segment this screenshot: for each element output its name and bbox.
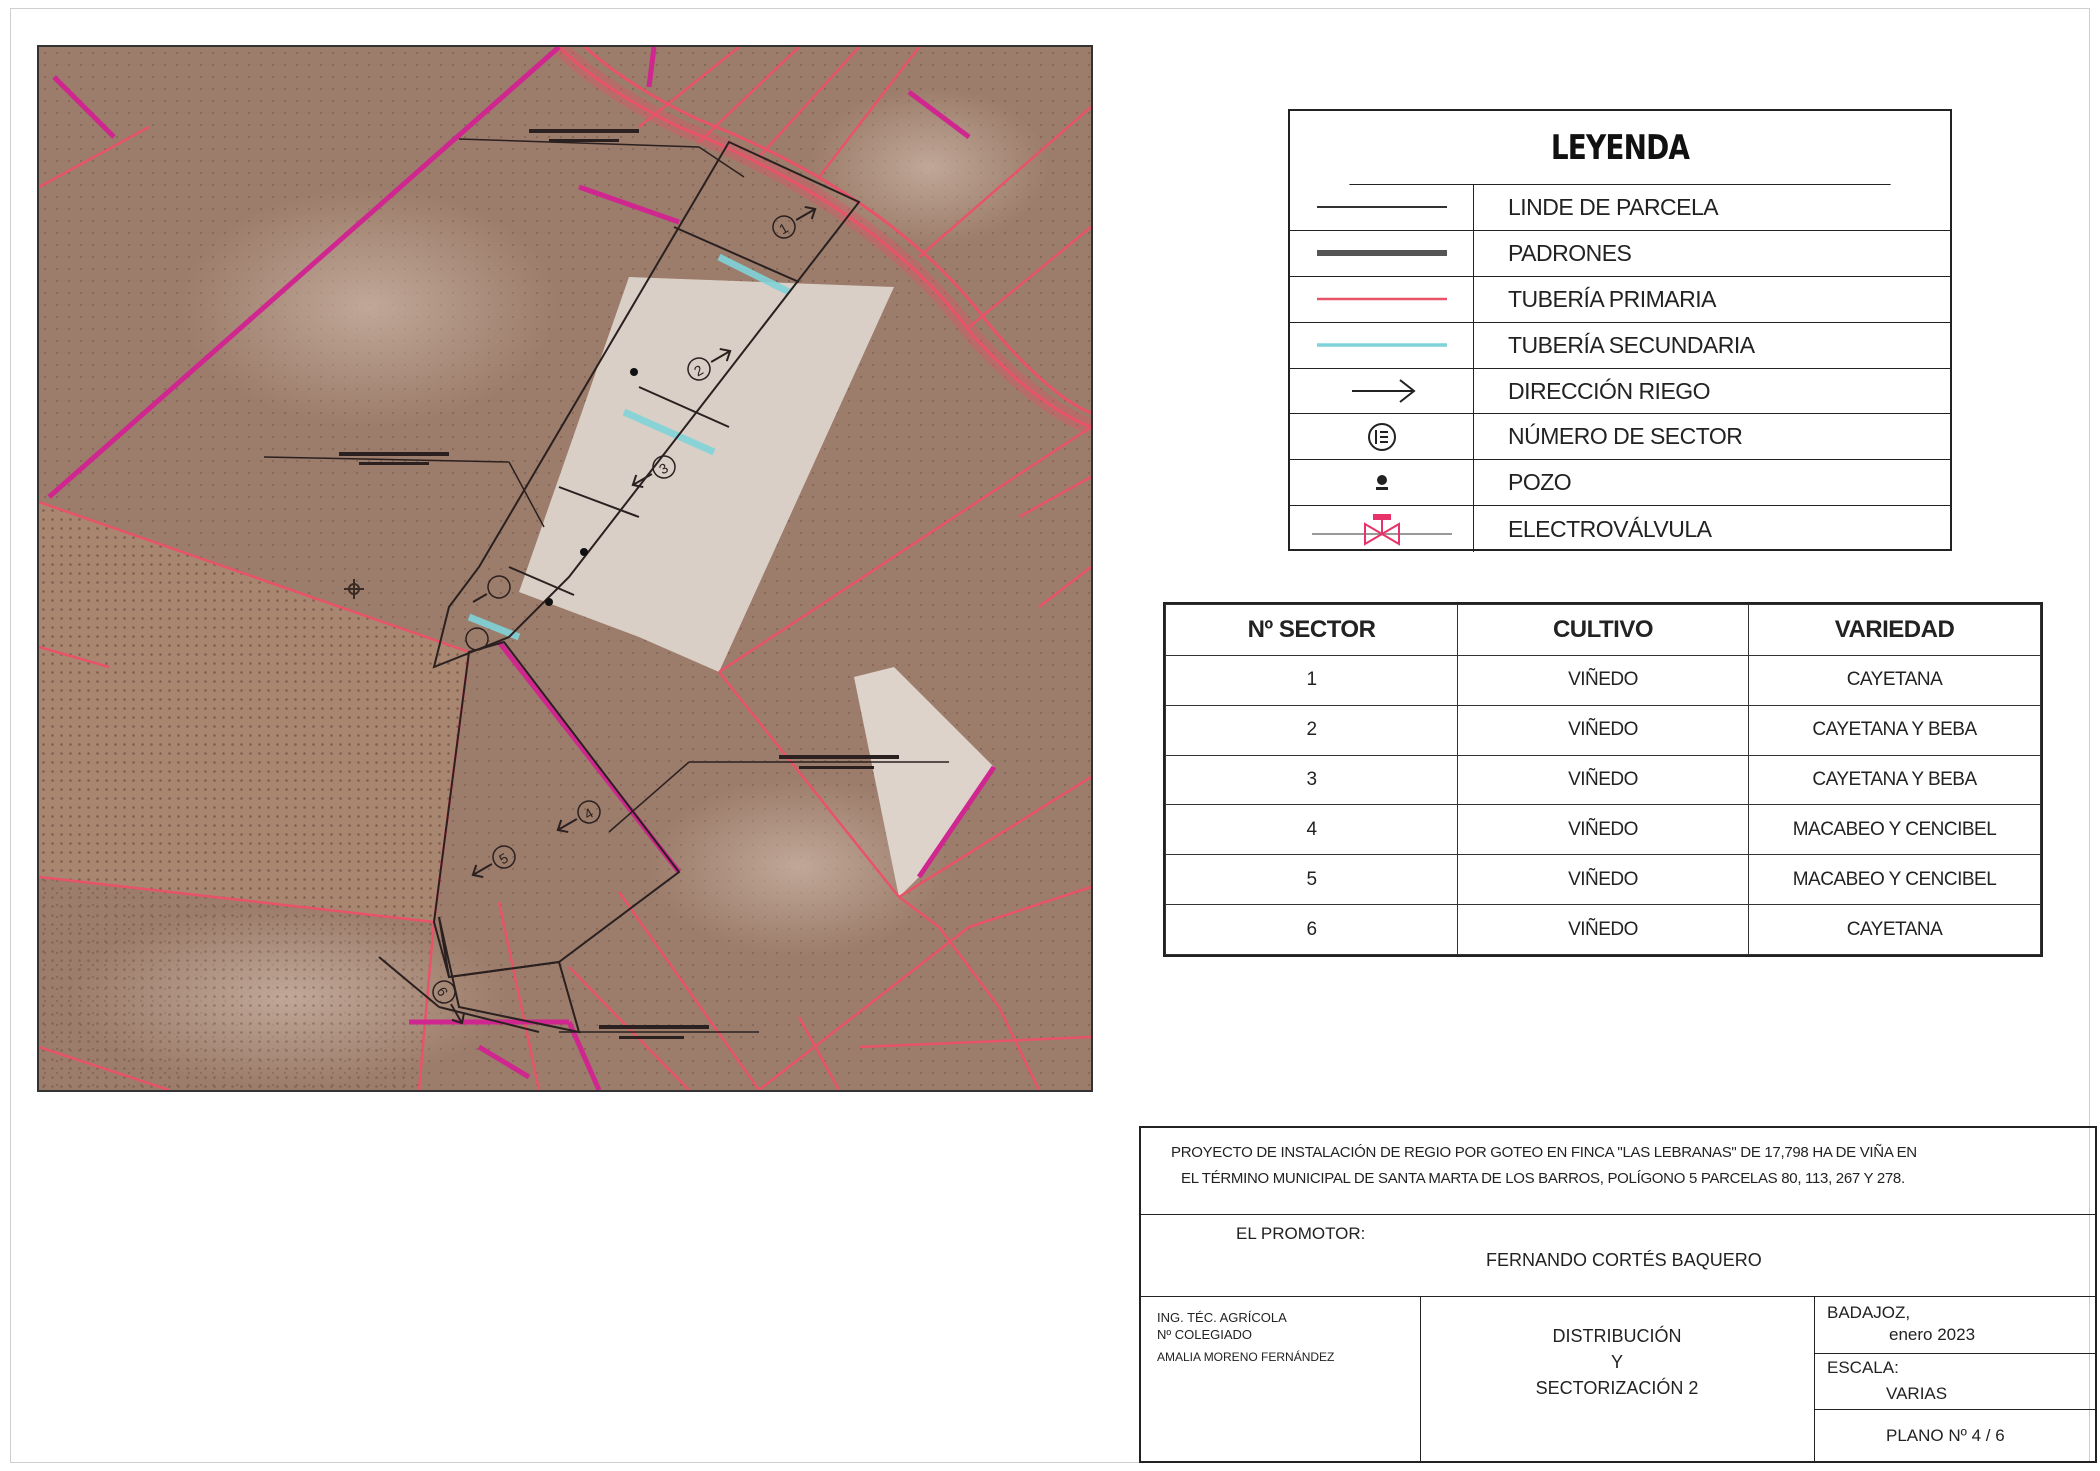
aerial-map[interactable]: [37, 45, 1093, 1092]
table-row: [1166, 805, 2041, 855]
well-icon: [630, 368, 638, 376]
legend-title: LEYENDA: [1349, 111, 1890, 185]
plan-title-line-2: Y: [1610, 1352, 1623, 1372]
legend-label: LINDE DE PARCELA: [1508, 193, 1719, 220]
arrow-right-icon: [1290, 369, 1474, 414]
project-description-line-1: PROYECTO DE INSTALACIÓN DE REGIO POR GOTEO EN FINCA "LAS LEBRANAS" DE 17,798 HA DE VIÑA EN: [1171, 1144, 1917, 1161]
variety-cell: MACABEO Y CENCIBEL: [1749, 855, 2041, 905]
thin-line-icon: [1290, 185, 1474, 230]
title-block-divider: [1814, 1296, 1815, 1461]
legend-label: PADRONES: [1508, 239, 1632, 266]
sector-table-grid: [1165, 604, 2041, 955]
map-canvas: [39, 47, 1091, 1090]
legend-panel: [1288, 109, 1952, 551]
variety-cell: CAYETANA: [1749, 656, 2041, 706]
sector-number-cell: 5: [1166, 855, 1458, 905]
engineer-title: ING. TÉC. AGRÍCOLA: [1157, 1310, 1287, 1325]
thick-line-icon: [1290, 231, 1474, 276]
legend-row: [1290, 323, 1950, 369]
title-block-divider: [1814, 1409, 2095, 1410]
crop-cell: VIÑEDO: [1458, 805, 1749, 855]
sector-label-6: 6: [433, 984, 452, 999]
scale-label: ESCALA:: [1827, 1358, 1899, 1377]
promoter-label: EL PROMOTOR:: [1236, 1224, 1366, 1243]
project-description-line-2: EL TÉRMINO MUNICIPAL DE SANTA MARTA DE LOS BARROS, POLÍGONO 5 PARCELAS 80, 113, 267 Y 278.: [1181, 1170, 1905, 1187]
sector-number-cell: 2: [1166, 705, 1458, 755]
legend-row: [1290, 460, 1950, 506]
promoter-name: FERNANDO CORTÉS BAQUERO: [1486, 1250, 1762, 1270]
sector-table: [1163, 602, 2043, 957]
table-row: [1166, 905, 2041, 955]
title-block-divider: [1814, 1353, 2095, 1354]
well-icon: [545, 598, 553, 606]
legend-label: ELECTROVÁLVULA: [1508, 515, 1712, 542]
well-icon: [580, 548, 588, 556]
date-label: enero 2023: [1889, 1325, 1976, 1344]
table-row: [1166, 855, 2041, 905]
sector-label-3: 3: [656, 459, 671, 478]
column-header: CULTIVO: [1458, 605, 1749, 656]
cyan-line-icon: [1290, 323, 1474, 368]
red-line-icon: [1290, 277, 1474, 322]
legend-label: NÚMERO DE SECTOR: [1508, 423, 1743, 450]
legend-row: [1290, 414, 1950, 460]
table-row: [1166, 755, 2041, 805]
column-header: VARIEDAD: [1749, 605, 2041, 656]
engineer-registration: Nº COLEGIADO: [1157, 1327, 1253, 1342]
crop-cell: VIÑEDO: [1458, 905, 1749, 955]
legend-label: DIRECCIÓN RIEGO: [1508, 377, 1711, 404]
title-block: [1139, 1126, 2097, 1463]
place-label: BADAJOZ,: [1827, 1303, 1911, 1322]
crop-cell: VIÑEDO: [1458, 755, 1749, 805]
plan-number: PLANO Nº 4 / 6: [1886, 1426, 2005, 1445]
valve-icon: [1290, 506, 1474, 552]
legend-row: [1290, 506, 1950, 552]
table-header-row: [1166, 605, 2041, 656]
title-block-divider: [1141, 1214, 2095, 1215]
table-row: [1166, 705, 2041, 755]
variety-cell: CAYETANA Y BEBA: [1749, 705, 2041, 755]
sector-number-cell: 4: [1166, 805, 1458, 855]
legend-label: TUBERÍA PRIMARIA: [1508, 285, 1716, 312]
plan-title-line-1: DISTRIBUCIÓN: [1552, 1326, 1682, 1346]
plan-title-line-3: SECTORIZACIÓN 2: [1535, 1378, 1699, 1398]
terrain-light-patch: [179, 187, 559, 427]
crop-cell: VIÑEDO: [1458, 705, 1749, 755]
title-block-divider: [1141, 1296, 2095, 1297]
sector-label-5: 5: [496, 849, 511, 868]
sector-number-cell: 3: [1166, 755, 1458, 805]
sector-number-icon: [1290, 414, 1474, 459]
scale-value: VARIAS: [1886, 1384, 1948, 1403]
legend-label: POZO: [1508, 469, 1572, 496]
variety-cell: CAYETANA Y BEBA: [1749, 755, 2041, 805]
sector-number-cell: 1: [1166, 656, 1458, 706]
column-header: Nº SECTOR: [1166, 605, 1458, 656]
crop-cell: VIÑEDO: [1458, 855, 1749, 905]
sector-number-cell: 6: [1166, 905, 1458, 955]
legend-row: [1290, 369, 1950, 415]
legend-row: [1290, 185, 1950, 231]
table-row: [1166, 656, 2041, 706]
sector-label-1: 1: [776, 219, 791, 238]
variety-cell: CAYETANA: [1749, 905, 2041, 955]
variety-cell: MACABEO Y CENCIBEL: [1749, 805, 2041, 855]
legend-row: [1290, 277, 1950, 323]
crop-cell: VIÑEDO: [1458, 656, 1749, 706]
sector-label-4: 4: [581, 804, 596, 823]
sector-label-2: 2: [691, 361, 706, 380]
legend-row: [1290, 231, 1950, 277]
legend-label: TUBERÍA SECUNDARIA: [1508, 331, 1755, 358]
well-icon: [1290, 460, 1474, 505]
engineer-name: AMALIA MORENO FERNÁNDEZ: [1157, 1350, 1335, 1364]
